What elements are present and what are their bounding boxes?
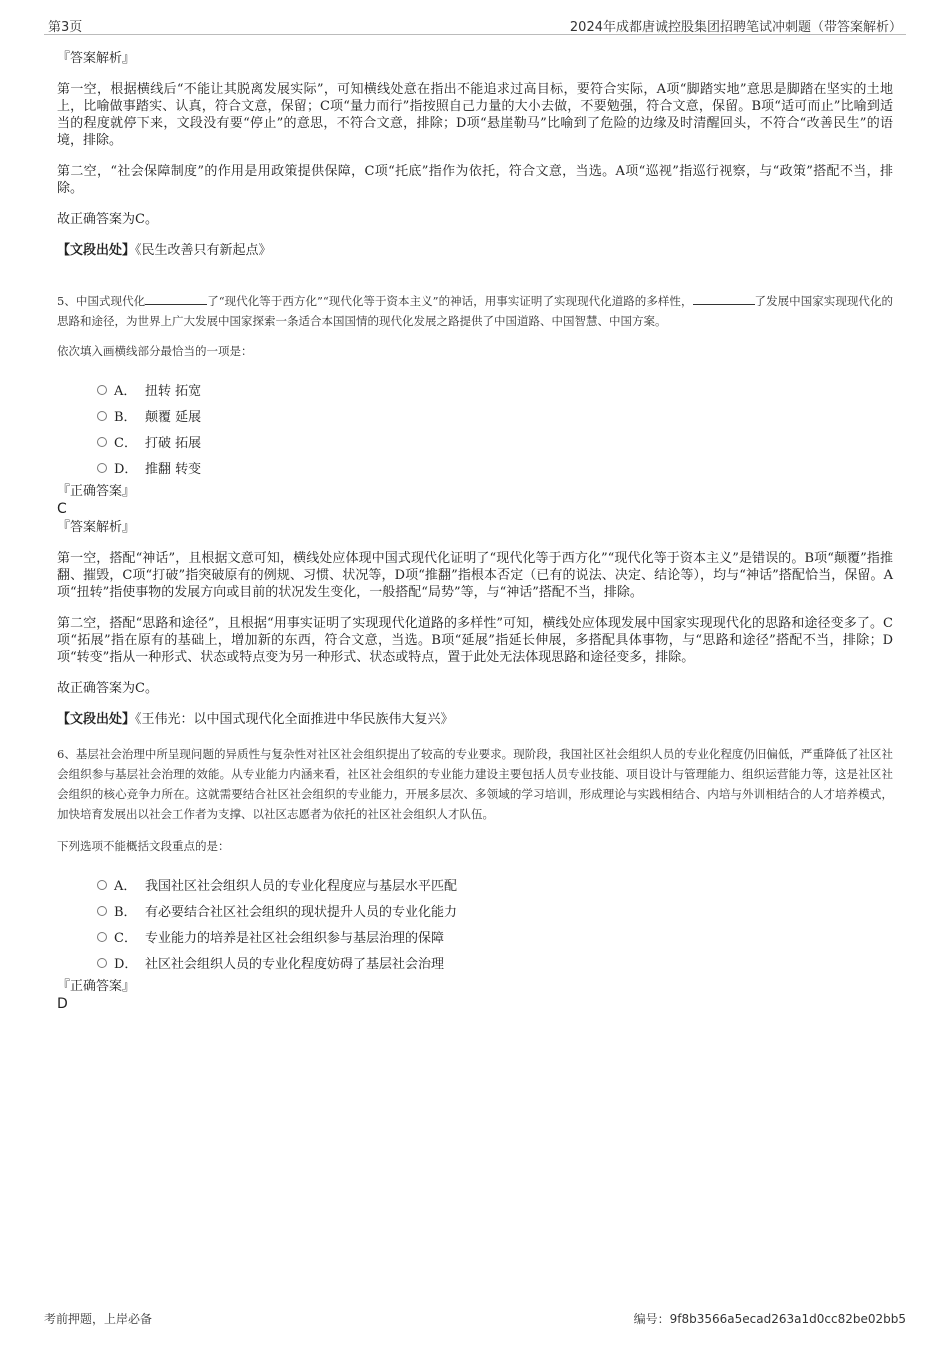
q5-analysis-p1: 第一空，搭配“神话”，且根据文意可知，横线处应体现中国式现代化证明了“现代化等于西方化”“现代化等于资本主义”是错误的。B项“颠覆”指推翻、摧毁，C项“打破”指突破原有的例规、习惯、状况等，D项“推翻”指根本否定（已有的说法、决定、结论等），均与“神话”搭配恰当，保留。A项“扭转”指使事物的发展方向或目前的状况发生变化，一般搭配“局势”等，与“神话”搭配不当，排除。 bbox=[57, 551, 893, 600]
q6-option-c[interactable]: C． 专业能力的培养是社区社会组织参与基层治理的保障 bbox=[97, 924, 893, 950]
radio-icon[interactable] bbox=[97, 437, 107, 447]
q5-analysis-p2: 第二空，搭配“思路和途径”，且根据“用事实证明了实现现代化道路的多样性”可知，横线处应体现发展中国家实现现代化的思路和途径变多了。C项“拓展”指在原有的基础上，增加新的东西，符合文意，当选。B项“延展”指延长伸展，多搭配具体事物，与“思路和途径”搭配不当，排除；D项“转变”指从一种形式、状态或特点变为另一种形式、状态或特点，置于此处无法体现思路和途径变多，排除。 bbox=[57, 616, 893, 665]
document-body bbox=[57, 50, 893, 1014]
radio-icon[interactable] bbox=[97, 958, 107, 968]
q4-source bbox=[57, 242, 893, 259]
q5-analysis-label: 『答案解析』 bbox=[57, 520, 136, 535]
footer-code: 编号：9f8b3566a5ecad263a1d0cc82be02bb5 bbox=[633, 1312, 906, 1326]
q5-source bbox=[57, 711, 893, 728]
q4-analysis-label: 『答案解析』 bbox=[57, 51, 136, 66]
q5-source-title: 《王伟光：以中国式现代化全面推进中华民族伟大复兴》 bbox=[135, 712, 454, 727]
page-number: 第3页 bbox=[48, 20, 83, 35]
radio-icon[interactable] bbox=[97, 411, 107, 421]
q6-option-d[interactable]: D． 社区社会组织人员的专业化程度妨碍了基层社会治理 bbox=[97, 950, 893, 976]
q4-source-label: 【文段出处】 bbox=[57, 243, 136, 258]
q6-option-a[interactable]: A． 我国社区社会组织人员的专业化程度应与基层水平匹配 bbox=[97, 872, 893, 898]
q5-answer-label: 『正确答案』 bbox=[57, 484, 136, 499]
radio-icon[interactable] bbox=[97, 385, 107, 395]
q6-stem: 6、基层社会治理中所呈现问题的异质性与复杂性对社区社会组织提出了较高的专业要求。现阶段，我国社区社会组织人员的专业化程度仍旧偏低，严重降低了社区社会组织参与基层社会治理的效能。从专业能力内涵来看，社区社会组织的专业能力建设主要包括人员专业技能、项目设计与管理能力、组织运营能力等，这是社区社会组织的核心竞争力所在。这就需要结合社区社会组织的专业能力，开展多层次、多领域的学习培训，形成理论与实践相结合、内培与外训相结合的人才培养模式，加快培育发展出以社会工作者为支撑、以社区志愿者为依托的社区社会组织人才队伍。 bbox=[57, 747, 893, 821]
q6-options bbox=[57, 872, 893, 976]
q4-source-title: 《民生改善只有新起点》 bbox=[135, 243, 272, 258]
q4-conclusion: 故正确答案为C。 bbox=[57, 212, 158, 227]
q4-analysis-p2: 第二空，“社会保障制度”的作用是用政策提供保障，C项“托底”指作为依托，符合文意，当选。A项“巡视”指巡行视察，与“政策”搭配不当，排除。 bbox=[57, 164, 893, 196]
q5-source-label: 【文段出处】 bbox=[57, 712, 136, 727]
q4-analysis-p1: 第一空，根据横线后“不能让其脱离发展实际”，可知横线处意在指出不能追求过高目标，要符合实际，A项“脚踏实地”意思是脚踏在坚实的土地上，比喻做事踏实、认真，符合文意，保留；C项“量力而行”指按照自己力量的大小去做，不要勉强，符合文意，保留。B项“适可而止”比喻到适当的程度就停下来，文段没有要“停止”的意思，不符合文意，排除；D项“悬崖勒马”比喻到了危险的边缘及时清醒回头，不符合“改善民生”的语境，排除。 bbox=[57, 82, 893, 148]
q5-stem: 5、中国式现代化 了“现代化等于西方化”“现代化等于资本主义”的神话，用事实证明了实现现代化道路的多样性， 了发展中国家实现现代化的思路和途径，为世界上广大发展中国家探索一条适合本国国情的现代化发展之路提供了中国道路、中国智慧、中国方案。 bbox=[57, 294, 893, 328]
radio-icon[interactable] bbox=[97, 932, 107, 942]
footer-slogan: 考前押题，上岸必备 bbox=[44, 1312, 153, 1326]
radio-icon[interactable] bbox=[97, 906, 107, 916]
radio-icon[interactable] bbox=[97, 880, 107, 890]
radio-icon[interactable] bbox=[97, 463, 107, 473]
q5-blank-2 bbox=[693, 292, 755, 305]
q5-option-d[interactable]: D． 推翻 转变 bbox=[97, 455, 893, 481]
q6-answer: D bbox=[57, 996, 68, 1012]
q5-option-b[interactable]: B． 颠覆 延展 bbox=[97, 403, 893, 429]
page-header bbox=[44, 14, 906, 35]
q6-answer-label: 『正确答案』 bbox=[57, 979, 136, 994]
q5-option-c[interactable]: C． 打破 拓展 bbox=[97, 429, 893, 455]
q5-blank-1 bbox=[145, 292, 207, 305]
q5-options bbox=[57, 377, 893, 481]
q6-instruction: 下列选项不能概括文段重点的是： bbox=[57, 839, 230, 853]
document-title: 2024年成都唐诚控股集团招聘笔试冲刺题（带答案解析） bbox=[569, 20, 902, 35]
q5-option-a[interactable]: A． 扭转 拓宽 bbox=[97, 377, 893, 403]
q5-conclusion: 故正确答案为C。 bbox=[57, 681, 158, 696]
q5-answer: C bbox=[57, 501, 67, 517]
q5-instruction: 依次填入画横线部分最恰当的一项是： bbox=[57, 344, 253, 358]
q6-option-b[interactable]: B． 有必要结合社区社会组织的现状提升人员的专业化能力 bbox=[97, 898, 893, 924]
